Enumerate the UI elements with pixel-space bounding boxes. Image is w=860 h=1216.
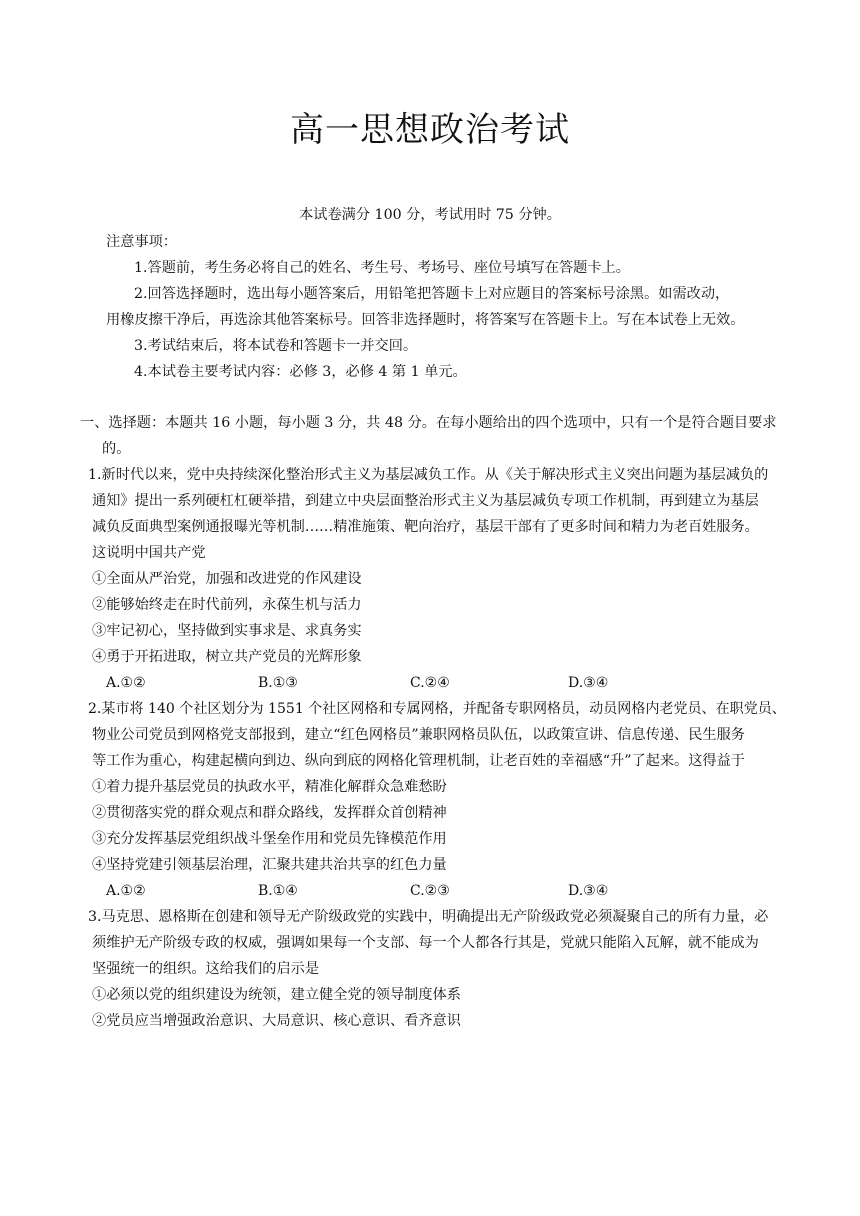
- notice-heading: 注意事项：: [106, 234, 177, 250]
- answer-choice-b: B.①③: [258, 675, 298, 691]
- section-heading-line: 的。: [102, 441, 131, 457]
- notice-item: 2.回答选择题时，选出每小题答案后，用铅笔把答题卡上对应题目的答案标号涂黑。如需改动，: [134, 286, 730, 302]
- question-option: ④勇于开拓进取，树立共产党员的光辉形象: [92, 649, 362, 665]
- question-option: ①全面从严治党，加强和改进党的作风建设: [92, 571, 362, 587]
- question-option: ③充分发挥基层党组织战斗堡垒作用和党员先锋模范作用: [92, 831, 447, 847]
- question-option: ③牢记初心，坚持做到实事求是、求真务实: [92, 623, 362, 639]
- notice-item: 1.答题前，考生务必将自己的姓名、考生号、考场号、座位号填写在答题卡上。: [134, 260, 630, 276]
- question-stem-line: 1.新时代以来，党中央持续深化整治形式主义为基层减负工作。从《关于解决形式主义突出问题为基层减负的: [88, 467, 769, 483]
- question-option: ②贯彻落实党的群众观点和群众路线，发挥群众首创精神: [92, 805, 447, 821]
- question-stem-line: 3.马克思、恩格斯在创建和领导无产阶级政党的实践中，明确提出无产阶级政党必须凝聚自己的所有力量，必: [88, 909, 769, 925]
- question-stem-line: 这说明中国共产党: [92, 545, 206, 561]
- answer-choice-d: D.③④: [568, 675, 609, 691]
- question-stem-line: 坚强统一的组织。这给我们的启示是: [92, 961, 320, 977]
- question-stem-line: 减负反面典型案例通报曝光等机制……精准施策、靶向治疗，基层干部有了更多时间和精力为老百姓服务。: [92, 519, 759, 535]
- answer-choice-c: C.②④: [410, 675, 450, 691]
- notice-item-continuation: 用橡皮擦干净后，再选涂其他答案标号。回答非选择题时，将答案写在答题卡上。写在本试卷上无效。: [106, 312, 745, 328]
- answer-choice-b: B.①④: [258, 883, 298, 899]
- answer-choice-a: A.①②: [106, 883, 146, 899]
- notice-item: 4.本试卷主要考试内容：必修 3，必修 4 第 1 单元。: [134, 364, 467, 380]
- exam-title: 高一思想政治考试: [290, 110, 570, 150]
- question-option: ②能够始终走在时代前列，永葆生机与活力: [92, 597, 362, 613]
- question-stem-line: 通知》提出一系列硬杠杠硬举措，到建立中央层面整治形式主义为基层减负专项工作机制，再到建立为基层: [92, 493, 759, 509]
- notice-item: 3.考试结束后，将本试卷和答题卡一并交回。: [134, 338, 418, 354]
- answer-choice-c: C.②③: [410, 883, 450, 899]
- answer-choice-a: A.①②: [106, 675, 146, 691]
- question-stem-line: 等工作为重心，构建起横向到边、纵向到底的网格化管理机制，让老百姓的幸福感“升”了起来。这得益于: [92, 753, 745, 769]
- question-option: ④坚持党建引领基层治理，汇聚共建共治共享的红色力量: [92, 857, 447, 873]
- section-heading-line: 一、选择题：本题共 16 小题，每小题 3 分，共 48 分。在每小题给出的四个选项中，只有一个是符合题目要求: [80, 415, 777, 431]
- question-option: ①着力提升基层党员的执政水平，精准化解群众急难愁盼: [92, 779, 447, 795]
- answer-choice-d: D.③④: [568, 883, 609, 899]
- question-option: ①必须以党的组织建设为统领，建立健全党的领导制度体系: [92, 987, 461, 1003]
- question-stem-line: 须维护无产阶级专政的权威，强调如果每一个支部、每一个人都各行其是，党就只能陷入瓦解，就不能成为: [92, 935, 759, 951]
- exam-subtitle: 本试卷满分 100 分，考试用时 75 分钟。: [299, 207, 561, 223]
- question-stem-line: 物业公司党员到网格党支部报到，建立“红色网格员”兼职网格员队伍，以政策宣讲、信息传递、民生服务: [92, 727, 745, 743]
- question-stem-line: 2.某市将 140 个社区划分为 1551 个社区网格和专属网格，并配备专职网格员，动员网格内老党员、在职党员、: [88, 701, 786, 717]
- question-option: ②党员应当增强政治意识、大局意识、核心意识、看齐意识: [92, 1013, 461, 1029]
